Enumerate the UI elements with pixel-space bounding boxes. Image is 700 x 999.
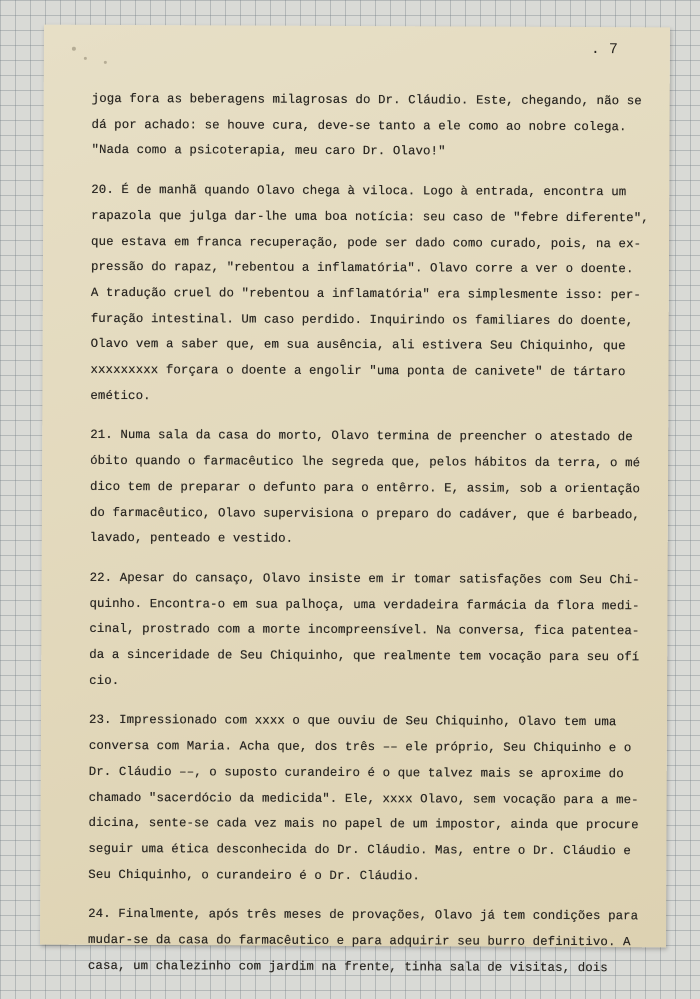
text-line: Seu Chiquinho, o curandeiro é o Dr. Cláudio. (88, 867, 420, 883)
text-line: cio. (89, 673, 120, 688)
text-line: 23. Impressionado com xxxx o que ouviu de Seu Chiquinho, Olavo tem uma (88, 713, 617, 730)
text-line: conversa com Maria. Acha que, dos três –– ele próprio, Seu Chiquinho e o (88, 739, 632, 756)
text-line: da a sinceridade de Seu Chiquinho, que realmente tem vocação para seu ofí (89, 647, 640, 665)
text-line: Dr. Cláudio ––, o suposto curandeiro é o que talvez mais se aproxime do (88, 764, 624, 782)
text-line: seguir uma ética desconhecida do Dr. Cláudio. Mas, entre o Dr. Cláudio e (88, 841, 632, 859)
paragraph-p23 (88, 708, 639, 890)
paragraph-p20 (90, 178, 649, 412)
paragraph-cont (91, 87, 642, 166)
text-line: óbito quando o farmacêutico lhe segreda que, pelos hábitos da terra, o mé (90, 453, 641, 471)
page-number: . 7 (590, 41, 618, 59)
text-line: joga fora as beberagens milagrosas do Dr. Cláudio. Este, chegando, não se (91, 91, 642, 109)
text-line: dicina, sente-se cada vez mais no papel de um impostor, ainda que procure (88, 816, 639, 833)
ink-speck (84, 57, 87, 60)
text-line: rapazola que julga dar-lhe uma boa notícia: seu caso de "febre diferente", (91, 208, 649, 226)
text-line: dá por achado: se houve cura, deve-se tanto a ele como ao nobre colega. (91, 117, 627, 134)
text-line: que estava em franca recuperação, pode ser dado como curado, pois, na ex- (91, 234, 642, 251)
text-line: pressão do rapaz, "rebentou a inflamatória". Olavo corre a ver o doente. (90, 260, 634, 277)
typewritten-page (40, 25, 670, 975)
text-line: "Nada como a psicoterapia, meu caro Dr. Olavo!" (91, 143, 446, 159)
document-body (87, 87, 649, 982)
text-line: chamado "sacerdócio da medicida". Ele, xxxx Olavo, sem vocação para a me- (88, 790, 639, 807)
text-line: dico tem de preparar o defunto para o entêrro. E, assim, sob a orientação (89, 479, 641, 497)
text-line: 22. Apesar do cansaço, Olavo insiste em ir tomar satisfações com Seu Chi- (89, 570, 640, 588)
text-line: 21. Numa sala da casa do morto, Olavo termina de preencher o atestado de (90, 428, 633, 445)
text-line: furação intestinal. Um caso perdido. Inquirindo os familiares do doente, (90, 311, 634, 328)
text-line: emético. (90, 388, 151, 403)
ink-speck (72, 47, 76, 51)
text-line: lavado, penteado e vestido. (89, 531, 294, 546)
text-line: xxxxxxxxx forçara o doente a engolir "uma ponta de canivete" de tártaro (90, 362, 626, 380)
text-line: 24. Finalmente, após três meses de provações, Olavo já tem condições para (88, 907, 639, 924)
paragraph-p24 (87, 902, 639, 981)
text-line: quinho. Encontra-o em sua palhoça, uma verdadeira farmácia da flora medi- (89, 596, 640, 613)
paragraph-p21 (89, 423, 641, 554)
text-line: A tradução cruel do "rebentou a inflamatória" era simplesmente isso: per- (90, 285, 641, 303)
text-line: 20. É de manhã quando Olavo chega à viloca. Logo à entrada, encontra um (91, 182, 627, 200)
text-line: mudar-se da casa do farmacêutico e para adquirir seu burro definitivo. A (87, 932, 631, 950)
ink-speck (104, 61, 107, 64)
text-line: Olavo vem a saber que, em sua ausência, ali estivera Seu Chiquinho, que (90, 337, 626, 354)
paragraph-p22 (89, 566, 640, 697)
text-line: do farmacêutico, Olavo supervisiona o preparo do cadáver, que é barbeado, (89, 505, 641, 522)
text-line: casa, um chalezinho com jardim na frente, tinha sala de visitas, dois (87, 958, 608, 975)
text-line: cinal, prostrado com a morte incompreensível. Na conversa, fica patentea- (89, 622, 640, 639)
